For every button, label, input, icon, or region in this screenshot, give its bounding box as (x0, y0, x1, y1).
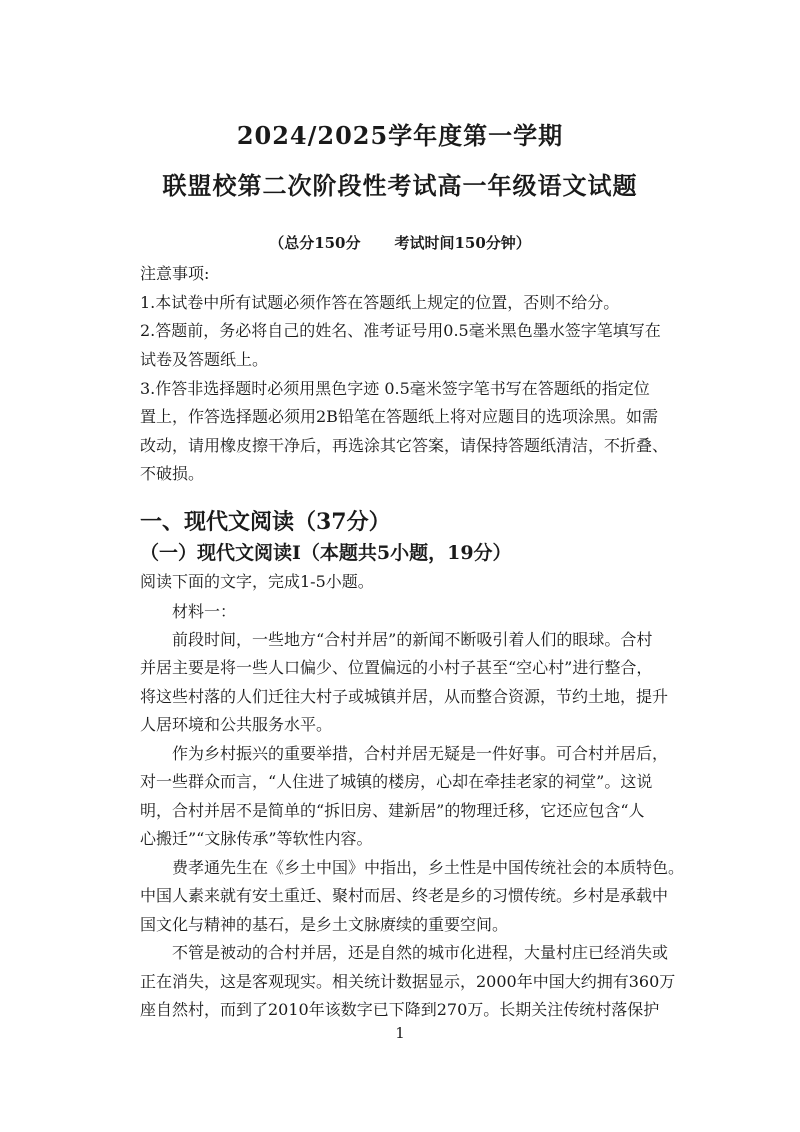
passage-line: 座自然村，而到了2010年该数字已下降到270万。长期关注传统村落保护 (140, 1000, 660, 1019)
material-label: 材料一： (172, 602, 237, 621)
exam-title-line2: 联盟校第二次阶段性考试高一年级语文试题 (162, 171, 638, 200)
exam-time: 考试时间150分钟） (394, 234, 531, 252)
passage-line: 前段时间，一些地方“合村并居”的新闻不断吸引着人们的眼球。合村 (172, 630, 653, 649)
passage-line: 并居主要是将一些人口偏少、位置偏远的小村子甚至“空心村”进行整合， (140, 658, 653, 677)
passage-line: 明，合村并居不是简单的“拆旧房、建新居”的物理迁移，它还应包含“人 (140, 801, 645, 820)
score-time-line (0, 232, 800, 253)
section-subheading: （一）现代文阅读Ⅰ（本题共5小题，19分） (140, 542, 512, 564)
passage-line: 不管是被动的合村并居，还是自然的城市化进程，大量村庄已经消失或 (172, 943, 669, 962)
notice-line: 2.答题前，务必将自己的姓名、准考证号用0.5毫米黑色墨水签字笔填写在 (140, 321, 661, 340)
reading-instruction: 阅读下面的文字，完成1-5小题。 (140, 572, 374, 591)
passage-line: 国文化与精神的基石，是乡土文脉赓续的重要空间。 (140, 915, 509, 934)
section-heading: 一、现代文阅读（37分） (140, 509, 391, 535)
passage-line: 人居环境和公共服务水平。 (140, 715, 333, 734)
notice-line: 置上，作答选择题必须用2B铅笔在答题纸上将对应题目的选项涂黑。如需 (140, 407, 658, 426)
notice-heading: 注意事项: (140, 264, 210, 283)
passage-line: 正在消失，这是客观现实。相关统计数据显示，2000年中国大约拥有360万 (140, 972, 676, 991)
passage-line: 将这些村落的人们迁往大村子或城镇并居，从而整合资源，节约土地，提升 (140, 687, 669, 706)
passage-line: 中国人素来就有安土重迁、聚村而居、终老是乡的习惯传统。乡村是承载中 (140, 886, 669, 905)
notice-line: 3.作答非选择题时必须用黑色字迹 0.5毫米签字笔书写在答题纸的指定位 (140, 379, 650, 398)
passage-line: 费孝通先生在《乡土中国》中指出，乡土性是中国传统社会的本质特色。 (172, 858, 685, 877)
notice-line: 改动，请用橡皮擦干净后，再选涂其它答案，请保持答题纸清洁，不折叠、 (140, 436, 669, 455)
page-number: 1 (395, 1024, 405, 1042)
notice-line: 不破损。 (140, 464, 205, 483)
exam-title-line1: 2024/2025学年度第一学期 (236, 121, 564, 150)
passage-line: 作为乡村振兴的重要举措，合村并居无疑是一件好事。可合村并居后， (172, 744, 669, 763)
total-score: （总分150分 (269, 234, 361, 252)
notice-line: 试卷及答题纸上。 (140, 350, 269, 369)
passage-line: 心搬迁”“文脉传承”等软性内容。 (140, 829, 373, 848)
notice-line: 1.本试卷中所有试题必须作答在答题纸上规定的位置，否则不给分。 (140, 293, 620, 312)
passage-line: 对一些群众而言，“人住进了城镇的楼房，心却在牵挂老家的祠堂”。这说 (140, 772, 653, 791)
